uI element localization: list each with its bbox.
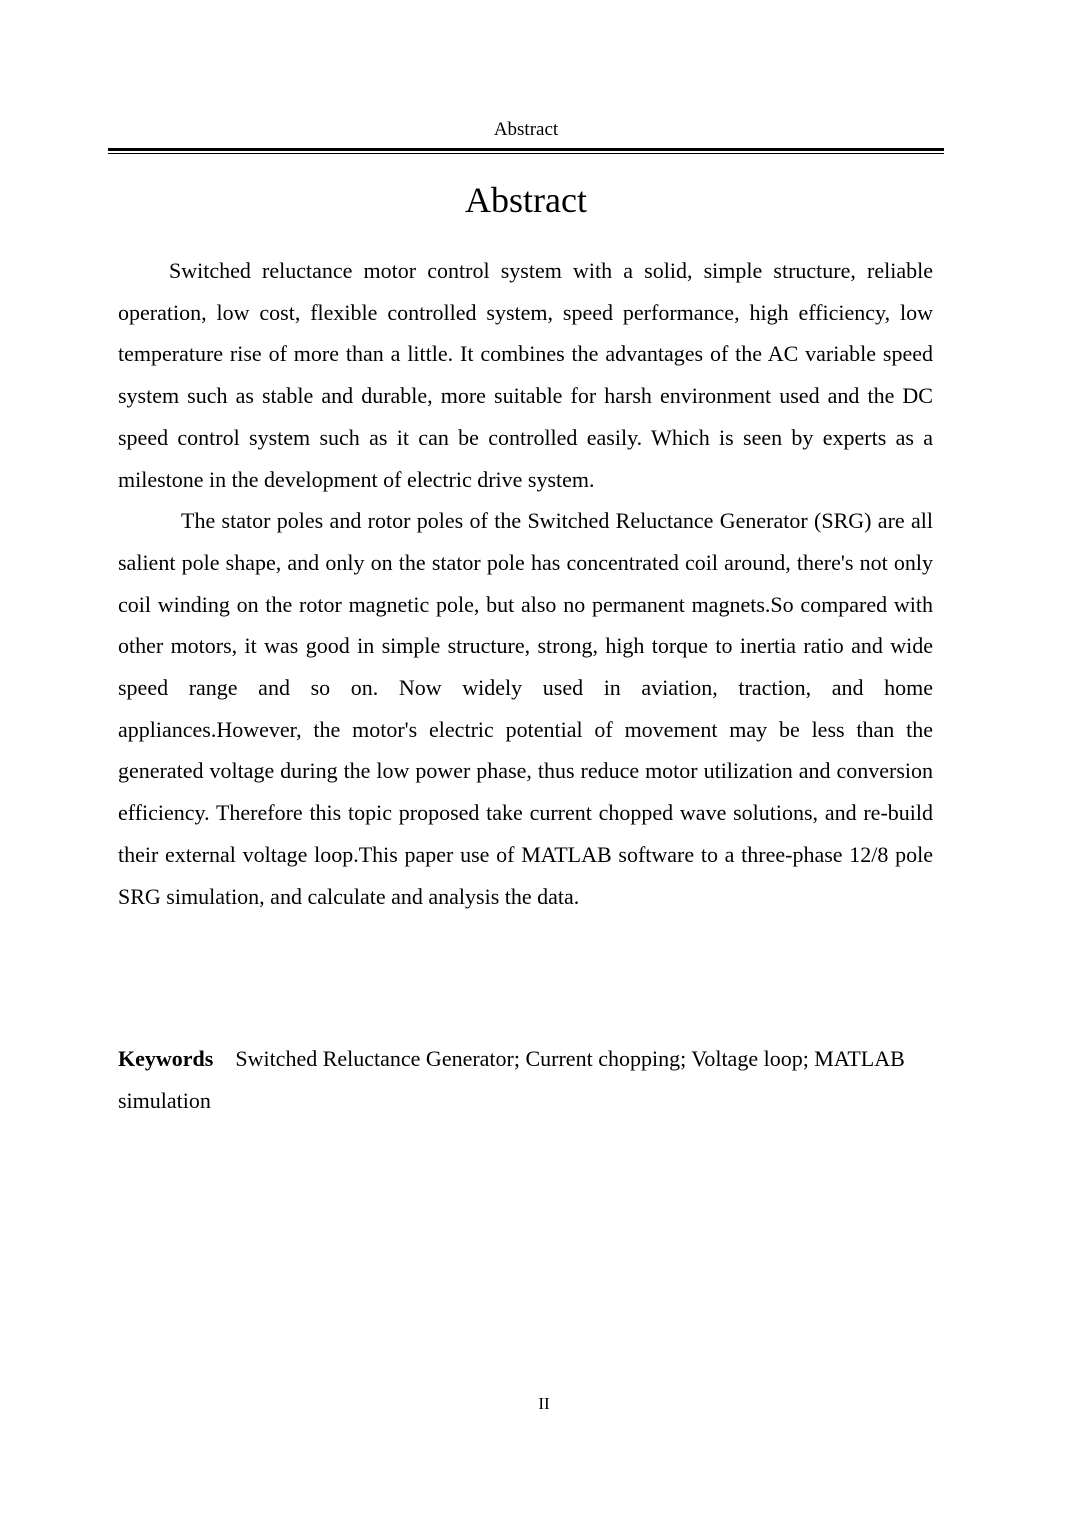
keywords-line [118, 1038, 933, 1121]
running-header: Abstract [493, 119, 559, 140]
page-title: Abstract [465, 180, 587, 220]
page-number: II [538, 1394, 550, 1413]
abstract-paragraph-2: The stator poles and rotor poles of the Switched Reluctance Generator (SRG) are all salient pole shape, and only on the stator pole has concentrated coil around, there's not only coil winding on the rotor magnetic pole, but also no permanent magnets.So compared with other motors, it was good in simple structure, strong, high torque to inertia ratio and wide speed range and so on. Now widely used in aviation, traction, and home appliances.However, the motor's electric potential of movement may be less than the generated voltage during the low power phase, thus reduce motor utilization and conversion efficiency. Therefore this topic proposed take current chopped wave solutions, and re-build their external voltage loop.This paper use of MATLAB software to a three-phase 12/8 pole SRG simulation, and calculate and analysis the data. [118, 508, 933, 909]
keywords-label: Keywords [118, 1046, 214, 1071]
keywords-text: Switched Reluctance Generator; Current chopping; Voltage loop; MATLAB simulation [118, 1046, 905, 1113]
abstract-paragraph-1: Switched reluctance motor control system with a solid, simple structure, reliable operation, low cost, flexible controlled system, speed performance, high efficiency, low temperature rise of more than a little. It combines the advantages of the AC variable speed system such as stable and durable, more suitable for harsh environment used and the DC speed control system such as it can be controlled easily. Which is seen by experts as a milestone in the development of electric drive system. [118, 258, 933, 492]
abstract-body [118, 250, 933, 917]
header-rule-thin [108, 153, 944, 154]
header-rule-thick [108, 148, 944, 151]
